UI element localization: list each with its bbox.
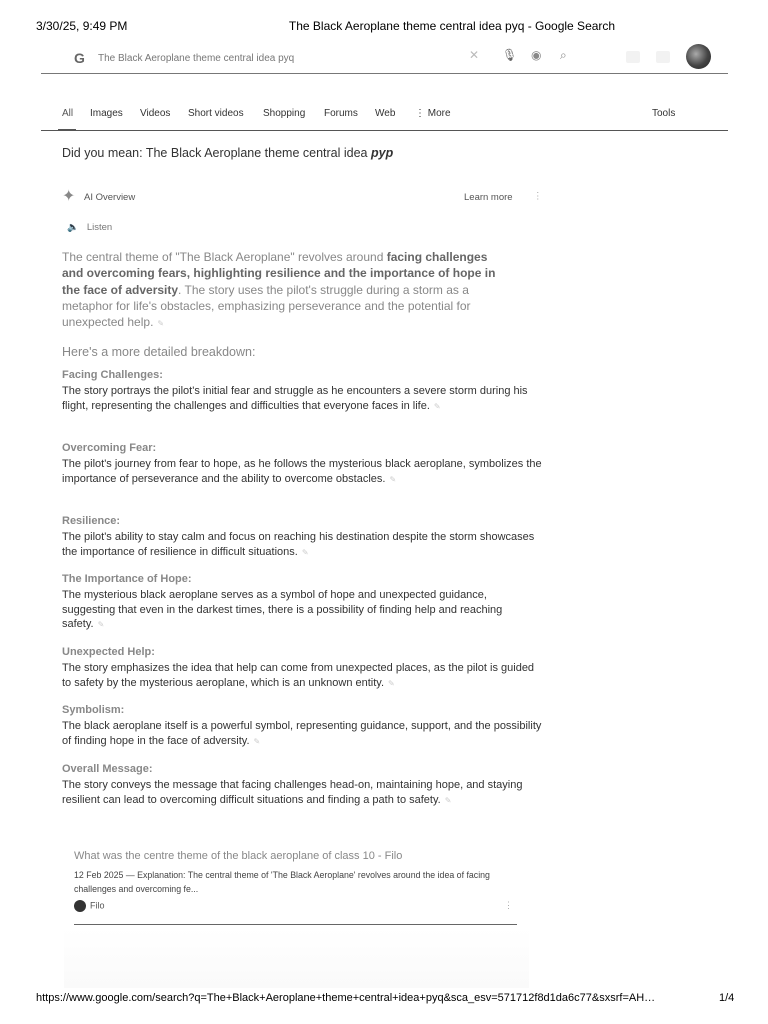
section-overcoming-fear — [62, 442, 542, 487]
source-link-icon[interactable]: ✎ — [389, 474, 397, 484]
print-url: https://www.google.com/search?q=The+Black+Aeroplane+theme+central+idea+pyq&sca_esv=571712f8d1da6c77&sxsrf=AH… — [36, 992, 656, 1004]
section-resilience — [62, 515, 542, 560]
tab-images[interactable]: Images — [90, 108, 123, 119]
section-heading: Overall Message: — [62, 763, 153, 775]
reference-snippet: 12 Feb 2025 — Explanation: The central theme of 'The Black Aeroplane' revolves around the idea of facing challenges and overcoming fe... — [74, 870, 490, 894]
intro-highlight: facing challenges and overcoming fears, highlighting resilience and the importance of hope in the face of adversity — [62, 250, 496, 297]
tab-videos[interactable]: Videos — [140, 108, 171, 119]
listen-button[interactable] — [67, 222, 112, 233]
avatar[interactable] — [686, 44, 711, 69]
clear-icon[interactable]: ✕ — [469, 48, 480, 62]
print-date: 3/30/25, 9:49 PM — [36, 19, 128, 33]
divider — [74, 924, 517, 925]
search-bar — [41, 40, 728, 74]
active-tab-indicator — [58, 129, 76, 131]
sparkle-icon: ✦ — [62, 188, 76, 205]
reference-card[interactable] — [64, 838, 529, 988]
filo-logo-icon — [74, 900, 86, 912]
tab-shopping[interactable]: Shopping — [263, 108, 306, 119]
tab-all[interactable]: All — [62, 108, 74, 119]
section-text: The pilot's ability to stay calm and focus on reaching his destination despite the storm showcases the importance of resilience in difficult situations. — [62, 531, 535, 558]
lens-icon[interactable]: ◉ — [531, 48, 542, 62]
section-text: The story conveys the message that facing challenges head-on, maintaining hope, and staying resilient can lead to overcoming difficult situations and finding a path to safety. — [62, 779, 523, 806]
ai-overview-label: AI Overview — [84, 192, 136, 203]
search-tabs — [41, 100, 728, 131]
learn-more-link[interactable]: Learn more — [464, 192, 513, 203]
section-text: The pilot's journey from fear to hope, as he follows the mysterious black aeroplane, symbolizes the importance of perseverance and the ability to overcome obstacles. — [62, 458, 542, 485]
section-heading: Overcoming Fear: — [62, 442, 157, 454]
source-link-icon[interactable]: ✎ — [444, 795, 452, 805]
page-number: 1/4 — [719, 992, 735, 1004]
ai-overview-header — [62, 189, 542, 205]
section-text: The story emphasizes the idea that help can come from unexpected places, as the pilot is guided to safety by the mysterious aeroplane, which is an unknown entity. — [62, 662, 535, 689]
tools-button[interactable]: Tools — [652, 108, 676, 119]
section-heading: Facing Challenges: — [62, 369, 163, 381]
reference-more-icon[interactable]: ⋮ — [504, 900, 513, 910]
breakdown-heading: Here's a more detailed breakdown: — [62, 345, 256, 359]
search-icon[interactable]: ⌕ — [560, 48, 567, 62]
source-link-icon[interactable]: ✎ — [97, 620, 105, 630]
search-input[interactable] — [98, 50, 458, 66]
section-text: The mysterious black aeroplane serves as a symbol of hope and unexpected guidance, suggesting that even in the darkest times, there is a possibility of finding help and reaching safety. — [62, 589, 503, 631]
section-text: The story portrays the pilot's initial fear and struggle as he encounters a severe storm during his flight, representing the challenges and difficulties that everyone faces in life. — [62, 385, 528, 412]
source-link-icon[interactable]: ✎ — [301, 547, 309, 557]
speaker-icon: 🔈 — [67, 222, 79, 233]
tab-short-videos[interactable]: Short videos — [188, 108, 244, 119]
source-link-icon[interactable]: ✎ — [253, 736, 261, 746]
section-heading: The Importance of Hope: — [62, 573, 192, 585]
print-footer — [0, 992, 768, 1008]
tab-forums[interactable]: Forums — [324, 108, 358, 119]
reference-source — [74, 900, 105, 912]
tab-web[interactable]: Web — [375, 108, 396, 119]
intro-text-1: The central theme of "The Black Aeroplane" revolves around — [62, 250, 387, 264]
section-overall-message — [62, 763, 542, 808]
reference-title-link[interactable]: What was the centre theme of the black aeroplane of class 10 - Filo — [74, 850, 403, 862]
print-header — [0, 19, 768, 35]
did-you-mean — [62, 146, 393, 160]
source-link-icon[interactable]: ✎ — [157, 319, 165, 329]
section-symbolism — [62, 704, 542, 749]
reference-source-name: Filo — [90, 900, 105, 911]
section-facing-challenges — [62, 369, 542, 414]
notifications-icon[interactable] — [656, 51, 670, 63]
print-title: The Black Aeroplane theme central idea pyq - Google Search — [288, 19, 616, 33]
google-logo-icon[interactable]: G — [74, 50, 85, 66]
apps-icon[interactable] — [626, 51, 640, 63]
intro-text-2: . The story uses the pilot's struggle during a storm as a metaphor for life's obstacles, emphasizing perseverance and the potential for unexpected help. — [62, 282, 471, 330]
did-you-mean-prefix: Did you mean: The Black Aeroplane theme central idea — [62, 146, 371, 160]
mic-icon[interactable]: 🎙 — [502, 48, 518, 62]
ai-overview-intro — [62, 249, 502, 332]
section-heading: Symbolism: — [62, 704, 125, 716]
did-you-mean-suggestion-link[interactable]: pyp — [370, 146, 394, 160]
section-heading: Unexpected Help: — [62, 646, 155, 658]
section-text: The black aeroplane itself is a powerful symbol, representing guidance, support, and the possibility of finding hope in the face of adversity. — [62, 720, 542, 747]
more-options-icon[interactable]: ⋮ — [533, 191, 543, 202]
source-link-icon[interactable]: ✎ — [433, 401, 441, 411]
section-importance-of-hope — [62, 573, 542, 633]
section-heading: Resilience: — [62, 515, 121, 527]
section-unexpected-help — [62, 646, 542, 691]
tab-more[interactable]: ⋮ More — [415, 108, 451, 119]
source-link-icon[interactable]: ✎ — [388, 678, 395, 688]
listen-label: Listen — [86, 222, 113, 233]
